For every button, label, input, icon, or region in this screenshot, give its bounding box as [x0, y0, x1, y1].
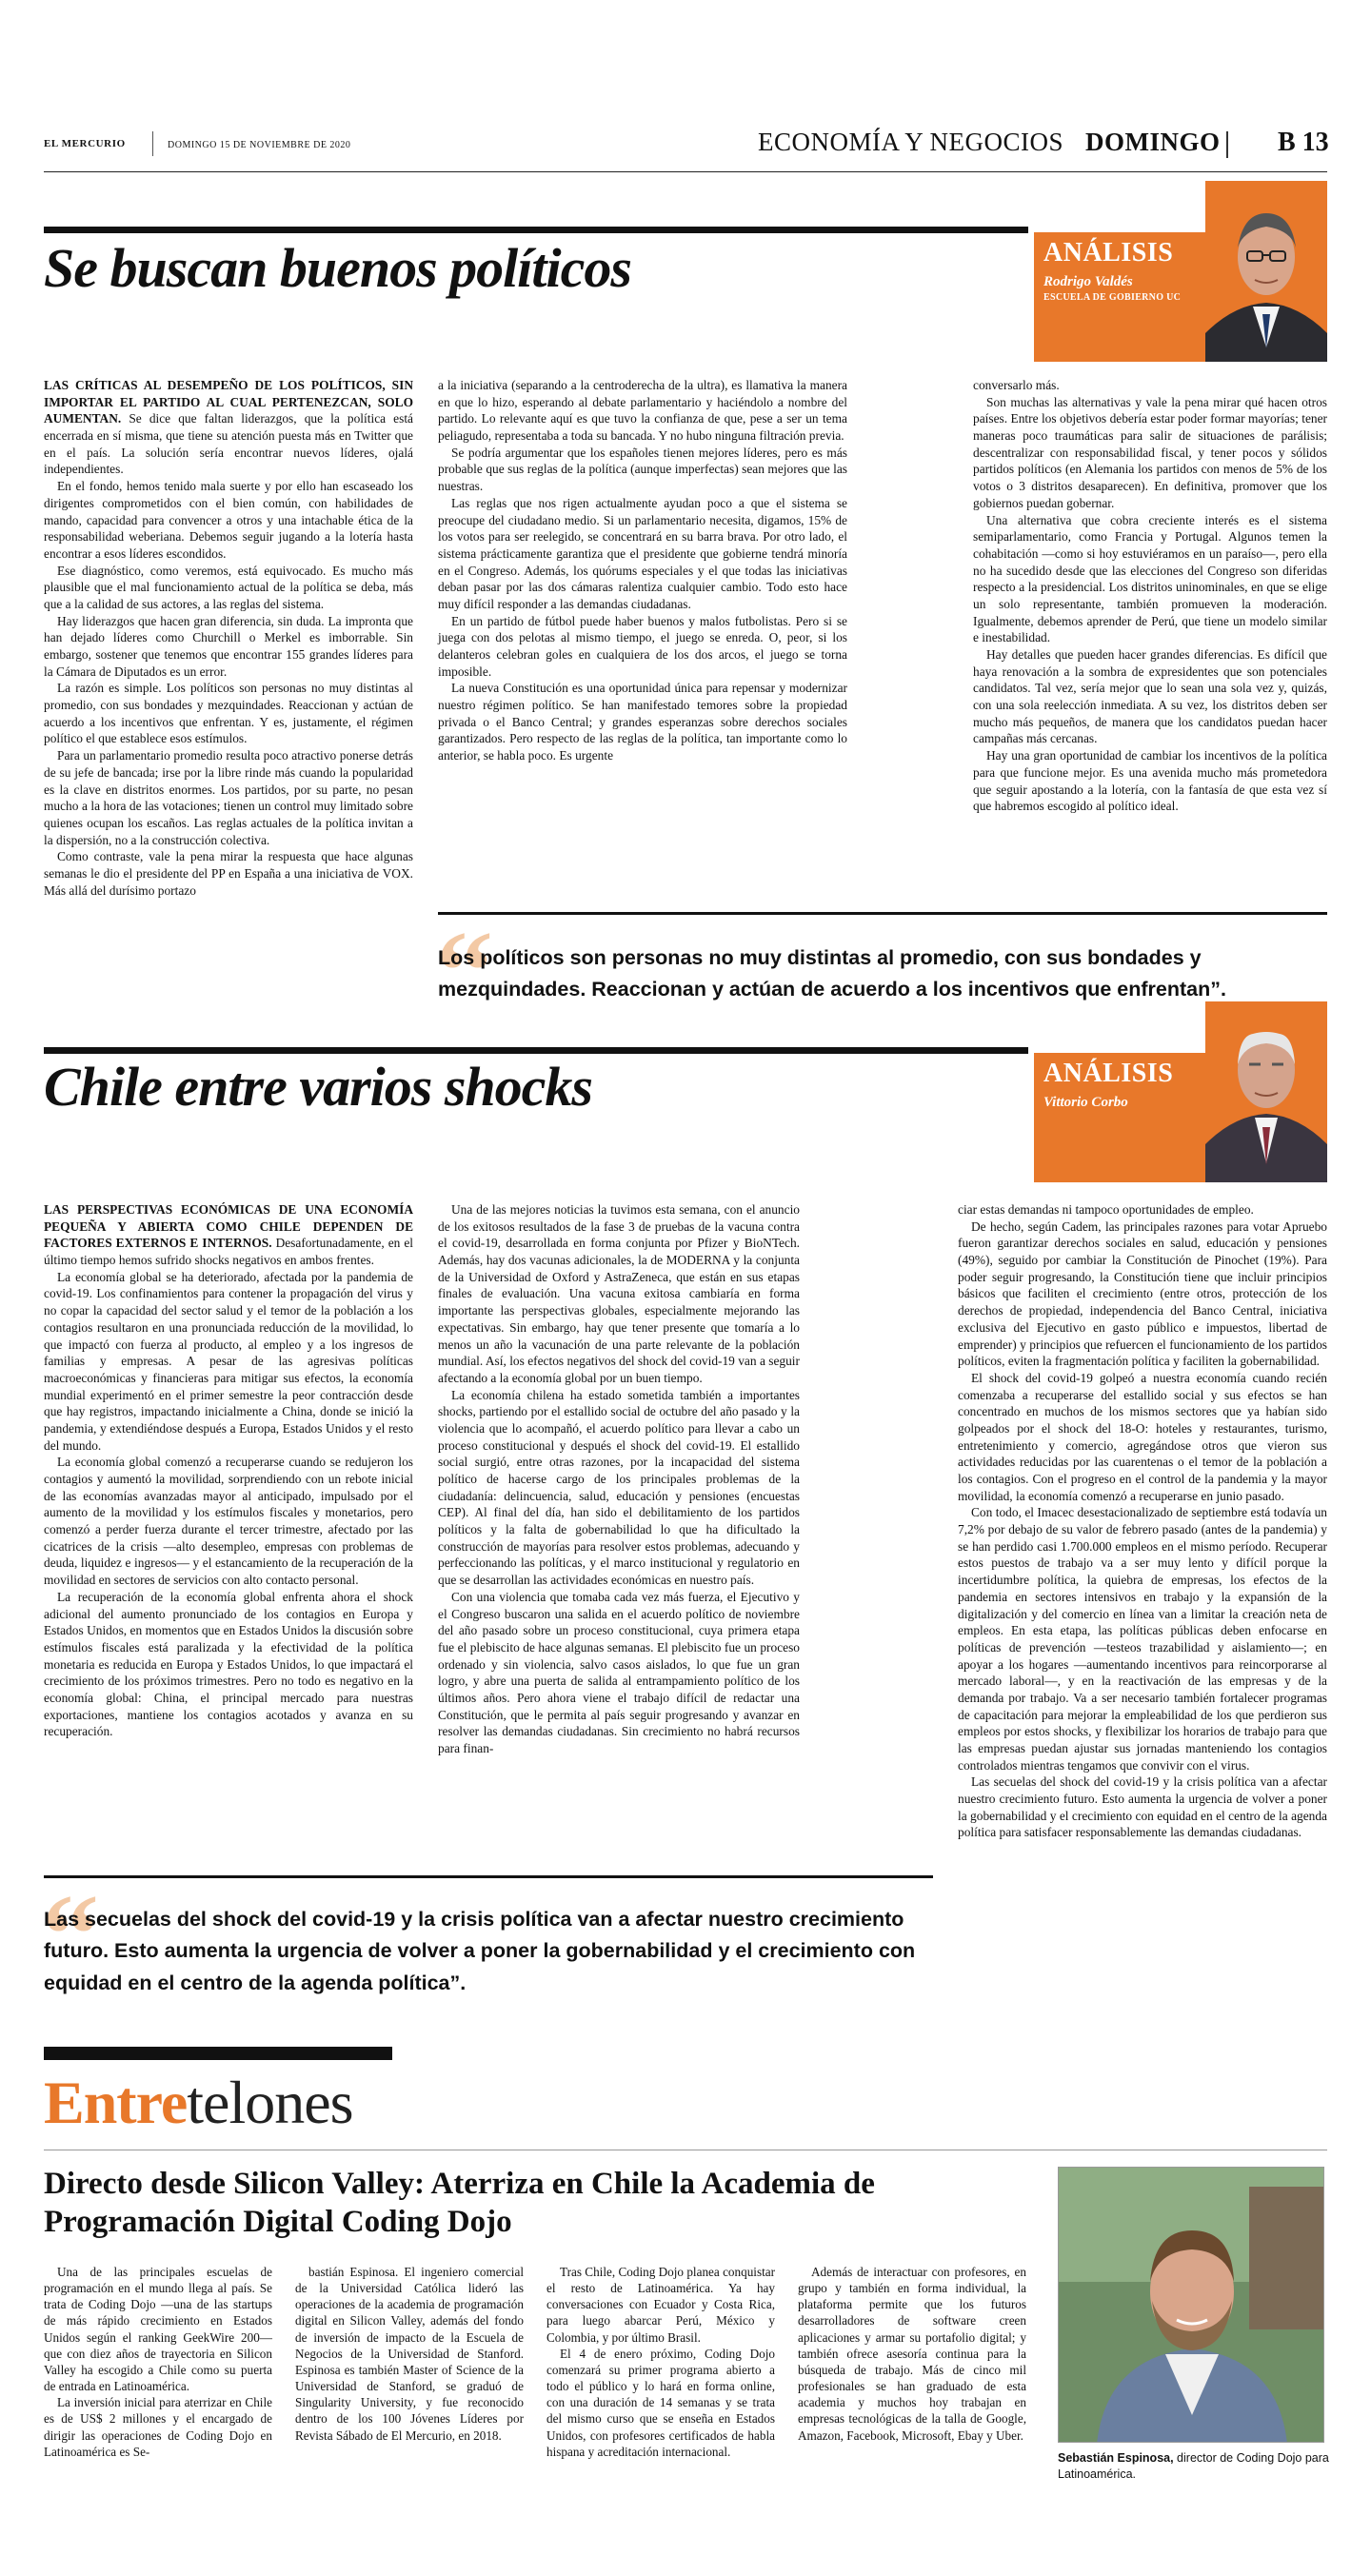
- paragraph: a la iniciativa (separando a la centroderecha de la ultra), es llamativa la manera en que lo hizo, esperando al debate parlamentario y haciéndolo a nombre del partido. Lo relevante aquí es que tuvo la confianza de que, pese a ser un tema peliagudo, representaba a toda su bancada. Y no hubo ninguna filtración previa.: [438, 378, 847, 444]
- day-name: DOMINGO: [1085, 128, 1221, 156]
- author-name: Vittorio Corbo: [1043, 1095, 1128, 1110]
- author-photo: [1205, 1001, 1327, 1182]
- lead-in: LAS CRÍTICAS AL DESEMPEÑO DE LOS POLÍTICOS, SIN IMPORTAR EL PARTIDO AL CUAL PERTENEZCAN, SOLO AUMENTAN.: [44, 378, 413, 426]
- paragraph: Las reglas que nos rigen actualmente ayudan poco a que el sistema se preocupe del ciudadano medio. Si un parlamentario necesita, digamos, 15% de los votos para ser reelegido, se concentrará en su barra brava. Por otro lado, el sistema prácticamente garantiza que el presidente que gobierne tendrá minoría en el Congreso. Además, los quórums especiales y el que todas las iniciativas deban pasar por las dos cámaras ralentiza cualquier cambio. Todo esto hace muy difícil responder a las demandas ciudadanas.: [438, 495, 847, 611]
- paragraph: Una de las mejores noticias la tuvimos esta semana, con el anuncio de los exitosos resultados de la fase 3 de pruebas de la vacuna contra el covid-19, desarrollada en forma conjunta por Pfizer y BioNTech. Además, hay dos vacunas adicionales, la de MODERNA y la conjunta de la Universidad de Oxford y AstraZeneca, que están en sus etapas finales de evaluación. Una vacuna exitosa cambiaría en forma importante las perspectivas globales, especialmente mejorando las expectativas. Sin embargo, hay que tener presente que tomaría a lo menos un año la vacunación de una parte relevante de la población mundial. Así, los efectos negativos del shock del covid-19 van a seguir afectando a la economía global por un buen tiempo.: [438, 1202, 800, 1385]
- paragraph: La economía chilena ha estado sometida también a importantes shocks, partiendo por el estallido social de octubre del año pasado y la violencia que lo acompañó, el acuerdo político para llevar a cabo un proceso constitucional y después el shock del covid-19. El estallido social surgió, entre otras razones, por la incapacidad del sistema político de hacerse cargo de los principales problemas de la ciudadanía: delincuencia, salud, educación y pensiones (encuestas CEP). Al final del día, han sido el debilitamiento de los partidos políticos y la falta de gobernabilidad lo que ha dificultado la construcción de mayorías para resolver estos problemas, adecuando y perfeccionando las políticas, y el marco institucional y regulatorio en que se desarrollan las actividades económicas en nuestro país.: [438, 1387, 800, 1588]
- author-photo: [1205, 181, 1327, 362]
- paragraph: El 4 de enero próximo, Coding Dojo comenzará su primer programa abierto a todo el público y lo hará en forma online, con una duración de 14 semanas y se trata del mismo curso que se enseña en Estados Unidos, con profesores certificados de habla hispana y acreditación internacional.: [546, 2346, 775, 2459]
- badge-label: ANÁLISIS: [1043, 1059, 1174, 1088]
- paragraph: ciar estas demandas ni tampoco oportunidades de empleo.: [958, 1202, 1254, 1217]
- photo-caption: Sebastián Espinosa, director de Coding Dojo para Latinoamérica.: [1058, 2451, 1329, 2481]
- header-divider: [152, 131, 153, 156]
- masthead-brand: EL MERCURIO: [44, 138, 126, 149]
- paragraph: Desafortunadamente, en el último tiempo hemos sufrido shocks negativos en ambos frentes.: [44, 1236, 413, 1268]
- page-number: B 13: [1278, 128, 1329, 157]
- paragraph: La economía global se ha deteriorado, afectada por la pandemia de covid-19. Los confinamientos para contener la propagación del virus y no copar la capacidad del sector salud y el temor de la población a los contagios resultaron en una pronunciada reducción de la movilidad, lo que impactó con fuerza al producto, al empleo y a los ingresos de familias y empresas. A pesar de las agresivas políticas macroeconómicas y financieras para mitigar sus efectos, la economía mundial experimentó en el primer semestre la peor contracción desde que hay registros, impactando inicialmente a China, donde se inició la pandemia, y extendiéndose después a Europa, Estados Unidos y el resto del mundo.: [44, 1269, 413, 1453]
- pull-quote: Las secuelas del shock del covid-19 y la crisis política van a afectar nuestro crecimiento futuro. Esto aumenta la urgencia de volver a poner la gobernabilidad y el crecimiento con equidad en el centro de la agenda política”.: [44, 1908, 916, 1994]
- article-rule: [44, 227, 1028, 233]
- paragraph: En el fondo, hemos tenido mala suerte y por ello han escaseado los dirigentes comprometidos con el bien común, con habilidades de mando, capacidad para convencer a otros y una intachable ética de la responsabilidad weberiana. Debemos seguir jugando a la lotería hasta encontrar a esos líderes escondidos.: [44, 479, 413, 561]
- paragraph: Con una violencia que tomaba cada vez más fuerza, el Ejecutivo y el Congreso buscaron una salida en el acuerdo político de noviembre del año pasado sobre un proceso constitucional, cuya primera etapa fue el plebiscito de hace algunas semanas. El plebiscito fue un proceso ordenado y sin violencia, salvo casos aislados, lo que fue un gran logro, y abre una puerta de salida al entrampamiento político de los últimos años. Pero ahora viene el trabajo difícil de redactar una Constitución, que le permita al país seguir progresando y avanzar en resolver las demandas ciudadanas. Sin crecimiento no habrá recursos para finan-: [438, 1589, 800, 1755]
- article-column: [973, 377, 1327, 815]
- paragraph: Una alternativa que cobra creciente interés es el sistema semiparlamentario, como Francia y Portugal. Algunos temen la cohabitación —como si hoy estuviéramos en un paraíso—, pero ella no ha sucedido desde que las elecciones del Congreso son diferidas respecto a la presidencial. Los distritos uninominales, en que se elige un solo representante, también promueven la moderación. Igualmente, debemos aprender de Perú, que tiene un modelo similar e inestabilidad.: [973, 512, 1327, 645]
- article-column: [438, 1201, 800, 1757]
- paragraph: La nueva Constitución es una oportunidad única para repensar y modernizar nuestro régimen político. Se han manifestado temores sobre la propiedad privada o el Banco Central; y grandes esperanzas sobre derechos sociales garantizados. Pero respecto de las reglas de la política, tan importante como lo anterior, se habla poco. Es urgente: [438, 681, 847, 763]
- paragraph: La inversión inicial para aterrizar en Chile es de US$ 2 millones y el encargado de dirigir las operaciones de Coding Dojo en Latinoamérica es Se-: [44, 2395, 272, 2459]
- article-title: Directo desde Silicon Valley: Aterriza en Chile la Academia de Programación Digital Coding Dojo: [44, 2167, 875, 2239]
- article-column: [44, 1201, 413, 1740]
- quote-mark-icon: “: [436, 907, 493, 1034]
- paragraph: Una de las principales escuelas de programación en el mundo llega al país. Se trata de Coding Dojo —una de las startups de más rápido crecimiento en Estados Unidos según el ranking GeekWire 200— que con diez años de trayectoria en Silicon Valley ha escogido a Chile como su puerta de entrada en Latinoamérica.: [44, 2265, 272, 2394]
- paragraph: Tras Chile, Coding Dojo planea conquistar el resto de Latinoamérica. Ya hay conversaciones con Ecuador y Costa Rica, para luego abarcar Perú, México y Colombia, y por último Brasil.: [546, 2265, 775, 2345]
- section-title: Entretelones: [44, 2069, 353, 2136]
- article-column: [438, 377, 847, 764]
- quote-rule: [44, 1875, 933, 1878]
- section-bar: [44, 2047, 392, 2060]
- article-column: [44, 377, 413, 899]
- header-divider: [1226, 131, 1228, 158]
- article-column: [958, 1201, 1327, 1841]
- paragraph: Se podría argumentar que los españoles tienen mejores líderes, pero es más probable que sus reglas de la política (aunque imperfectas) sean mejores que las nuestras.: [438, 445, 847, 494]
- paragraph: La recuperación de la economía global enfrenta ahora el shock adicional del aumento pronunciado de los contagios en Europa y Estados Unidos, en momentos que en Estados Unidos la discusión sobre estímulos fiscales está paralizada y la efectividad de la política monetaria es reducida en Europa y Estados Unidos, lo que impactará el crecimiento de los próximos trimestres. Pero no todo es negativo en la economía global: China, el principal mercado para nuestras exportaciones, mantiene los contagios acotados y avanza en su recuperación.: [44, 1589, 413, 1739]
- article-title: Se buscan buenos políticos: [44, 237, 631, 299]
- paragraph: conversarlo más.: [973, 378, 1060, 392]
- paragraph: Ese diagnóstico, como veremos, está equivocado. Es mucho más plausible que el mal funcionamiento actual de la política se deba, más que a la calidad de sus actores, a las reglas del sistema.: [44, 563, 413, 611]
- paragraph: Las secuelas del shock del covid-19 y la crisis política van a afectar nuestro crecimiento futuro. Esto aumenta la urgencia de volver a poner la gobernabilidad y el crecimiento con equidad en el centro de la agenda política para satisfacer responsablemente las demandas ciudadanas.: [958, 1774, 1327, 1840]
- paragraph: La razón es simple. Los políticos son personas no muy distintas al promedio, con sus bondades y mezquindades. Reaccionan y actúan de acuerdo a los incentivos que enfrentan. Y es, justamente, el régimen político el que establece esos estímulos.: [44, 681, 413, 746]
- paragraph: En un partido de fútbol puede haber buenos y malos futbolistas. Pero si se juega con dos pelotas al mismo tiempo, el juego se enreda. O, peor, si los delanteros celebran goles en cualquiera de los dos arcos, el juego se torna imposible.: [438, 613, 847, 679]
- article-column: [546, 2264, 775, 2460]
- author-name: Rodrigo Valdés: [1043, 274, 1133, 289]
- analysis-badge: [1034, 1053, 1205, 1182]
- paragraph: Como contraste, vale la pena mirar la respuesta que hace algunas semanas le dio el presidente del PP en España a una iniciativa de VOX. Más allá del durísimo portazo: [44, 849, 413, 898]
- badge-label: ANÁLISIS: [1043, 238, 1174, 268]
- paragraph: Son muchas las alternativas y vale la pena mirar qué hacen otros países. Entre los objetivos debería estar poder formar mayorías; tener maneras poco traumáticas para salir de situaciones de parálisis; descentralizar con responsabilidad fiscal, y tener pocos y sólidos partidos políticos (en Alemania los partidos con menos de 5% de los votos o 3 distritos desaparecen). En definitiva, promover que los gobiernos puedan gobernar.: [973, 394, 1327, 510]
- analysis-badge: [1034, 232, 1205, 362]
- paragraph: El shock del covid-19 golpeó a nuestra economía cuando recién comenzaba a recuperarse del estallido social y sus efectos se han concentrado en muchos de los mismos sectores que ya habían sido golpeados por el shock del 18-O: hoteles y restaurantes, turismo, entretenimiento y comercio, agregándose otros que vieron sus actividades reducidas por las cuarentenas o el temor de la población a los contagios. Con el progreso en el control de la pandemia y la mayor movilidad, la economía comenzó a recuperarse en junio pasado.: [958, 1370, 1327, 1503]
- feature-photo: [1058, 2167, 1324, 2443]
- article-title: Chile entre varios shocks: [44, 1056, 592, 1118]
- quote-rule: [438, 912, 1327, 915]
- paragraph: bastián Espinosa. El ingeniero comercial de la Universidad Católica lideró las operaciones de la academia de programación digital en Silicon Valley, además del fondo de inversión de impacto de la Escuela de Negocios de la Universidad de Stanford. Espinosa es también Master of Science de la Universidad de Stanford, se graduó de Singularity University, y fue reconocido dentro de los 100 Jóvenes Líderes por Revista Sábado de El Mercurio, en 2018.: [295, 2265, 524, 2443]
- paragraph: Además de interactuar con profesores, en grupo y también en forma individual, la plataforma permite que los futuros desarrolladores de software creen aplicaciones y armar su portafolio digital; y también ofrece asesoría continua para la búsqueda de trabajo. Más de cinco mil profesionales se han graduado de esta academia y muchos hoy trabajan en empresas tecnológicas de la talla de Google, Amazon, Facebook, Microsoft, Ebay y Uber.: [798, 2265, 1026, 2443]
- paragraph: Con todo, el Imacec desestacionalizado de septiembre está todavía un 7,2% por debajo de su valor de febrero pasado (antes de la pandemia) y se han perdido casi 1.700.000 empleos en el mismo período. Recuperar estos puestos de trabajo va a ser muy lento y difícil porque la incertidumbre política, la quiebra de empresas, los efectos de la pandemia en sectores intensivos en trabajo y la expansión de la digitalización y del comercio en línea van a limitar la creación neta de empleos. En esta etapa, las políticas públicas deben enfocarse en políticas de prevención —testeos trazabilidad y aislamiento—; en apoyar a los hogares —aumentando incentivos para reincorporarse al mercado laboral—, y en la reactivación de las empresas y de la demanda por trabajo. Va a ser necesario también fortalecer programas de capacitación para mejorar la empleabilidad de los que perdieron sus empleos por estos shocks, y flexibilizar los horarios de trabajo para que las empresas puedan ajustar sus jornadas manteniendo los contagios controlados mientras tengamos que convivir con el virus.: [958, 1505, 1327, 1773]
- article-column: [798, 2264, 1026, 2444]
- paragraph: Hay liderazgos que hacen gran diferencia, sin duda. La impronta que han dejado líderes como Churchill o Merkel es imborrable. Sin embargo, sostener que tenemos que encontrar 155 grandes líderes para la Cámara de Diputados es un error.: [44, 613, 413, 679]
- author-institution: ESCUELA DE GOBIERNO UC: [1043, 292, 1182, 303]
- issue-date: DOMINGO 15 DE NOVIEMBRE DE 2020: [168, 140, 351, 150]
- lead-in: LAS PERSPECTIVAS ECONÓMICAS DE UNA ECONOMÍA PEQUEÑA Y ABIERTA COMO CHILE DEPENDEN DE FACTORES EXTERNOS E INTERNOS.: [44, 1202, 413, 1251]
- section-name: ECONOMÍA Y NEGOCIOS: [758, 128, 1064, 156]
- paragraph: De hecho, según Cadem, las principales razones para votar Apruebo fueron garantizar derechos sociales en salud, educación y pensiones (49%), seguido por cambiar la Constitución de Pinochet (19%). Para poder seguir progresando, la Constitución tiene que incluir principios básicos que faciliten el crecimiento (entre otros, protección de los derechos de propiedad, independencia del Banco Central, iniciativa exclusiva del Ejecutivo en gasto público e impuestos, libertad de emprender) y principios que refuercen el funcionamiento de los partidos políticos, eviten la fragmentación política y faciliten la gobernabilidad.: [958, 1219, 1327, 1369]
- paragraph: Se dice que faltan liderazgos, que la política está encerrada en sí misma, que tiene su atención puesta más en Twitter que en el país. La solución sería encontrar nuevos líderes, ojalá independientes.: [44, 411, 413, 477]
- paragraph: Para un parlamentario promedio resulta poco atractivo ponerse detrás de su jefe de bancada; irse por la libre rinde más cuando la popularidad es la clave en distritos enormes. Los partidos, por su parte, no pesan mucho a la hora de las votaciones; tienen un control muy limitado sobre quienes ocupan los escaños. Las reglas actuales de la política invitan a la dispersión, no a la construcción colectiva.: [44, 748, 413, 847]
- article-rule: [44, 1047, 1028, 1054]
- paragraph: Hay una gran oportunidad de cambiar los incentivos de la política para que funcione mejor. Es una avenida mucho más prometedora que seguir apostando a la lotería, con la fantasía de que esta vez sí que habremos escogido al político ideal.: [973, 748, 1327, 814]
- quote-mark-icon: “: [42, 1871, 99, 1997]
- paragraph: La economía global comenzó a recuperarse cuando se redujeron los contagios y aumentó la movilidad, sorprendiendo con un rebote inicial de las economías avanzadas mayor al anticipado, impulsado por el aumento de la movilidad y los estímulos fiscales y monetarios, pero comenzó a perder fuerza durante el tercer trimestre, afectado por las cicatrices de la crisis —alto desempleo, empresas con problemas de deuda, liquidez e ingresos— y el estancamiento de la recuperación de la movilidad en sectores de servicios con alto contacto personal.: [44, 1455, 413, 1588]
- article-column: [44, 2264, 272, 2460]
- article-column: [295, 2264, 524, 2444]
- paragraph: Hay detalles que pueden hacer grandes diferencias. Es difícil que haya renovación a la sombra de expresidentes que son potenciales candidatos. Tal vez, sería mejor que lo sean una sola vez y, quizás, con una sola reelección inmediata. A su vez, los distritos deben ser mucho más pequeños, de manera que los candidatos puedan hacer campañas más cercanas.: [973, 647, 1327, 746]
- header-rule: [44, 171, 1327, 172]
- pull-quote: Los políticos son personas no muy distintas al promedio, con sus bondades y mezquindades. Reaccionan y actúan de acuerdo a los incentivos que enfrentan”.: [438, 946, 1226, 1001]
